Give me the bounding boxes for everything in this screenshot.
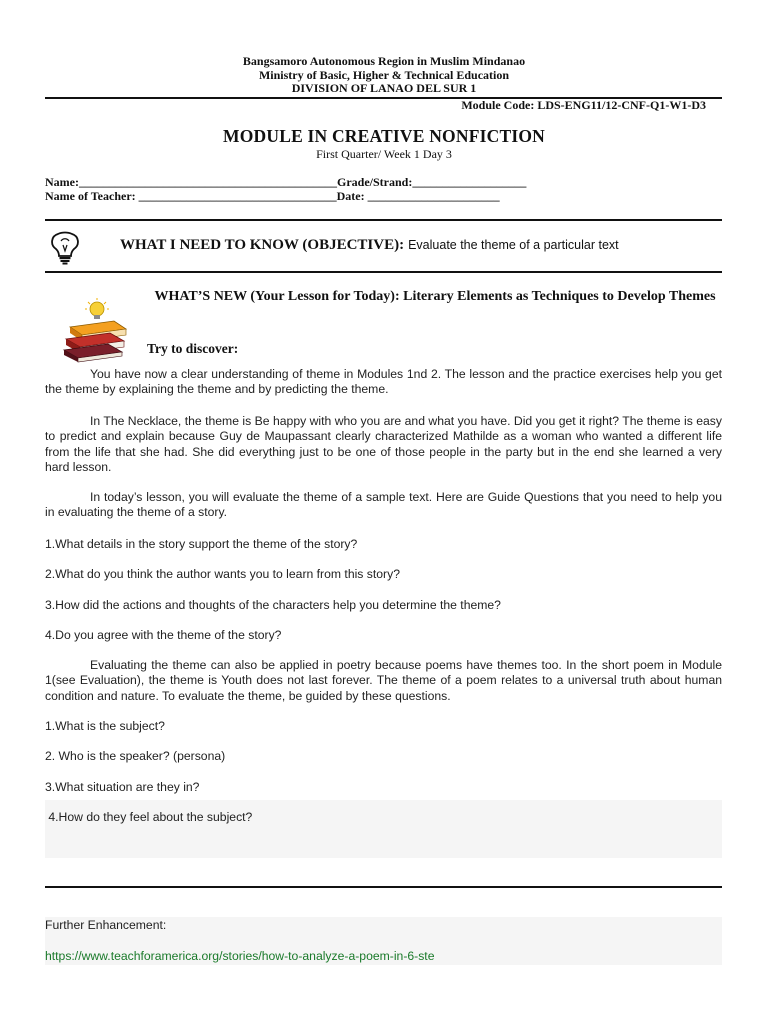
story-question-4: 4.Do you agree with the theme of the story?	[45, 628, 282, 642]
objective-text: Evaluate the theme of a particular text	[408, 238, 619, 252]
teacher-date-field[interactable]: Name of Teacher: _________________________________Date: ______________________	[45, 189, 500, 203]
story-question-1: 1.What details in the story support the theme of the story?	[45, 537, 358, 551]
whats-new-topic: Literary Elements as Techniques to Develop Themes	[403, 289, 716, 304]
whats-new-label: WHAT’S NEW (Your Lesson for Today):	[154, 289, 400, 304]
story-question-3: 3.How did the actions and thoughts of the characters help you determine the theme?	[45, 598, 501, 612]
paragraph-guide	[45, 490, 722, 521]
poem-question-1: 1.What is the subject?	[45, 719, 165, 733]
paragraph-poetry-text: Evaluating the theme can also be applied in poetry because poems have themes too. In the short poem in Module 1(see Evaluation), the theme is Youth does not last forever. The theme of a poem relates to a universal truth about human condition and nature. To evaluate the theme, be guided by these questions.	[45, 658, 722, 703]
poem-question-2: 2. Who is the speaker? (persona)	[45, 749, 226, 763]
paragraph-poetry	[45, 658, 722, 704]
paragraph-necklace-text: In The Necklace, the theme is Be happy with who you are and what you have. Did you get it right? The theme is easy to predict and explain because Guy de Maupassant clearly characterized Mathilde as a woman who wanted a different life from the life that she had. She did everything just to be one of those people in the party but in the end she learned a very hard lesson.	[45, 414, 722, 475]
name-grade-field[interactable]: Name:___________________________________________Grade/Strand:___________________	[45, 175, 527, 189]
paragraph-intro	[45, 367, 722, 398]
further-enhancement-link[interactable]: https://www.teachforamerica.org/stories/how-to-analyze-a-poem-in-6-ste	[45, 949, 435, 963]
module-title: MODULE IN CREATIVE NONFICTION	[223, 126, 545, 146]
paragraph-necklace	[45, 414, 722, 476]
region-header: Bangsamoro Autonomous Region in Muslim Mindanao	[242, 54, 526, 68]
division-header: DIVISION OF LANAO DEL SUR 1	[291, 81, 477, 95]
objective-line	[120, 237, 619, 254]
shaded-area-questions	[45, 800, 722, 858]
objective-bottom-divider	[45, 271, 722, 273]
books-bulb-illustration	[60, 297, 132, 363]
ministry-header: Ministry of Basic, Higher & Technical Education	[258, 68, 510, 82]
further-enhancement-label: Further Enhancement:	[45, 918, 167, 932]
paragraph-intro-text: You have now a clear understanding of theme in Modules 1nd 2. The lesson and the practice exercises help you get the theme by explaining the theme and by predicting the theme.	[45, 367, 722, 397]
objective-top-divider	[45, 219, 722, 221]
poem-question-4: 4.How do they feel about the subject?	[45, 810, 253, 824]
poem-question-3: 3.What situation are they in?	[45, 780, 200, 794]
try-to-discover-label: Try to discover:	[147, 341, 239, 356]
module-code: Module Code: LDS-ENG11/12-CNF-Q1-W1-D3	[461, 98, 706, 112]
story-question-2: 2.What do you think the author wants you to learn from this story?	[45, 567, 400, 581]
whats-new-heading	[140, 288, 730, 306]
footer-divider	[45, 886, 722, 888]
paragraph-guide-text: In today’s lesson, you will evaluate the theme of a sample text. Here are Guide Questions that you need to help you in evaluating the theme of a story.	[45, 490, 722, 520]
objective-label: WHAT I NEED TO KNOW (OBJECTIVE):	[120, 237, 405, 253]
module-subtitle: First Quarter/ Week 1 Day 3	[316, 147, 452, 161]
lightbulb-icon	[47, 229, 85, 265]
